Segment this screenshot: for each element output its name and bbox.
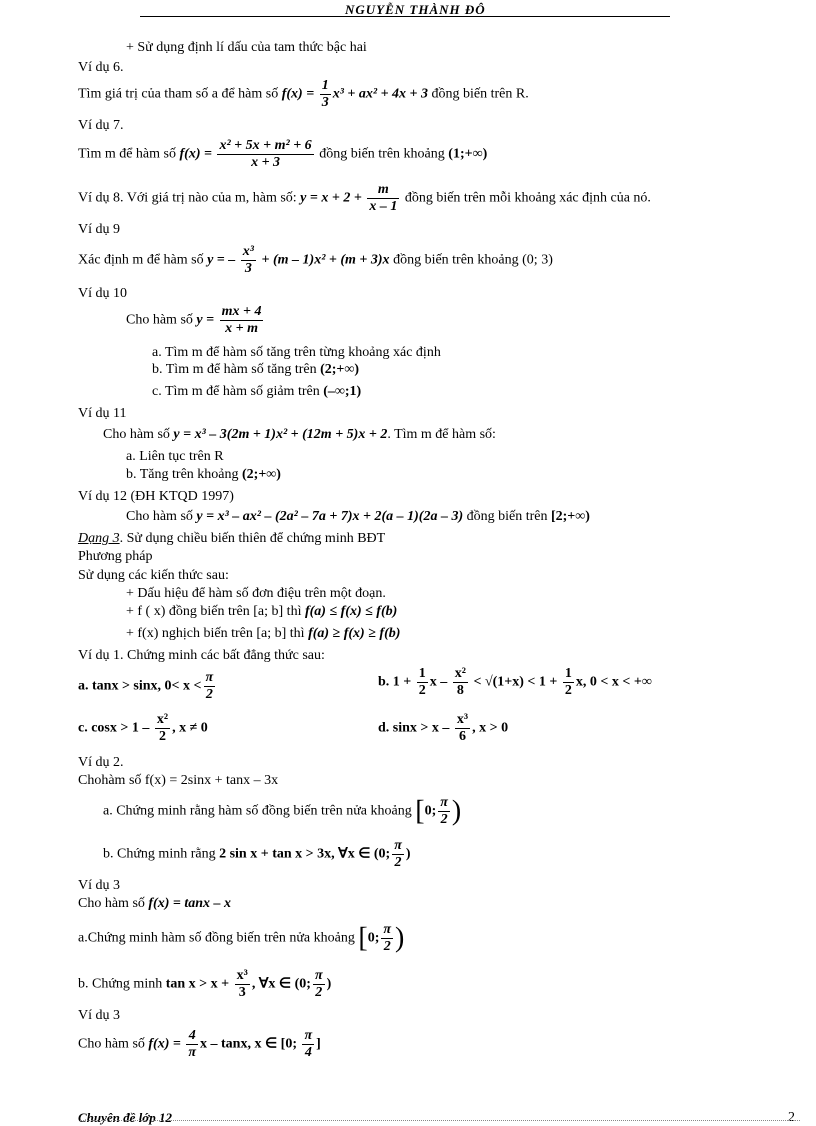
footer-rule [80,1120,800,1121]
inequality-a: a. tanx > sinx, 0< x < $\frac{\pi}{2}$ [78,670,214,702]
text-line: + f ( x) đồng biến trên [a; b] thì f(a) ≤ f(x) ≤ f(b) [126,604,398,619]
inequality-d: d. sinx > x – $\frac{\text{x³}}{6}$ , x > 0 [378,712,509,744]
header-rule [140,16,670,17]
example-8-statement: Ví dụ 8. Với giá trị nào của m, hàm số: y = x + 2 + $\frac{m}{x - 1}$ đồng biến trên mỗi khoảng xác định của nó. [78,182,651,214]
example-heading: Ví dụ 6. [78,60,124,75]
text-line: Cho hàm số f(x) = tanx – x [78,896,232,911]
example-heading: Ví dụ 3 [78,878,120,893]
example-heading: Ví dụ 1. Chứng minh các bất đẳng thức sau: [78,648,325,663]
example-heading: Ví dụ 2. [78,755,124,770]
example-9-statement: Xác định m để hàm số y = – $\frac{\text{x³}}{3}$ + (m – 1)x² + (m + 3)x đồng biến trên khoảng (0; 3) [78,244,553,276]
text-line: + f(x) nghịch biến trên [a; b] thì f(a) ≥ f(x) ≥ f(b) [126,626,401,641]
example-7-statement: Tìm m để hàm số f(x) = $\frac{\text{x² + 5x + m² + 6}}{x + 3}$ đồng biến trên khoảng (1;+∞) [78,138,488,170]
text-line: + Dấu hiệu để hàm số đơn điệu trên một đoạn. [126,586,386,601]
text-line: b. Chứng minh tan x > x + $\frac{\text{x³}}{3}$ , ∀x ∈ (0; $\frac{\pi}{2}$ ) [78,968,332,1000]
list-item: b. Chứng minh rằng 2 sin x + tan x > 3x, ∀x ∈ (0; $\frac{\pi}{2}$ ) [103,838,411,870]
example-10-statement: Cho hàm số y = $\frac{mx + 4}{x + m}$ [126,304,262,336]
section-heading: Dạng 3. Sử dụng chiều biến thiên để chứng minh BĐT [78,531,386,546]
text-line: Sử dụng các kiến thức sau: [78,568,229,583]
footer-title: Chuyên đề lớp 12 [78,1110,173,1125]
page-number: 2 [788,1110,795,1125]
text-line: + Sử dụng định lí dấu của tam thức bậc hai [126,40,367,55]
list-item: b. Tăng trên khoảng (2;+∞) [126,467,281,482]
example-6-statement: Tìm giá trị của tham số a để hàm số f(x) = $\frac{1}{3}$ x³ + ax² + 4x + 3 đồng biến trên R. [78,78,529,110]
text-line: a.Chứng minh hàm số đồng biến trên nửa khoảng [0; $\frac{\pi}{2}$ ) [78,922,405,954]
example-heading: Ví dụ 11 [78,406,127,421]
list-item: c. Tìm m để hàm số giảm trên (–∞;1) [152,384,362,399]
example-heading: Ví dụ 10 [78,286,127,301]
list-item: b. Tìm m để hàm số tăng trên (2;+∞) [152,362,360,377]
inequality-c: c. cosx > 1 – $\frac{\text{x²}}{2}$ , x ≠ 0 [78,712,208,744]
text-line: Cho hàm số f(x) = $\frac{4}{\pi}$ x – tanx, x ∈ [0; $\frac{\pi}{4}$ ] [78,1028,321,1060]
list-item: a. Chứng minh rằng hàm số đồng biến trên nửa khoảng [0; $\frac{\pi}{2}$ ) [103,795,462,827]
text-line: Phương pháp [78,549,153,564]
text-line: Chohàm số f(x) = 2sinx + tanx – 3x [78,773,279,788]
example-heading: Ví dụ 9 [78,222,120,237]
example-heading: Ví dụ 3 [78,1008,120,1023]
list-item: a. Liên tục trên R [126,449,224,464]
list-item: a. Tìm m để hàm số tăng trên từng khoảng xác định [152,345,441,360]
example-11-statement: Cho hàm số y = x³ – 3(2m + 1)x² + (12m + 5)x + 2. Tìm m để hàm số: [103,427,496,442]
header-author: NGUYỄN THÀNH ĐÔ [345,2,486,17]
example-12-statement: Cho hàm số y = x³ – ax² – (2a² – 7a + 7)x + 2(a – 1)(2a – 3) đồng biến trên [2;+∞) [126,509,590,524]
example-heading: Ví dụ 12 (ĐH KTQD 1997) [78,489,234,504]
example-heading: Ví dụ 7. [78,118,124,133]
inequality-b: b. 1 + $\frac{1}{2}$ x – $\frac{\text{x²}}{8}$ < √(1+x) < 1 + $\frac{1}{2}$ x, 0 < x < +∞ [378,666,652,698]
